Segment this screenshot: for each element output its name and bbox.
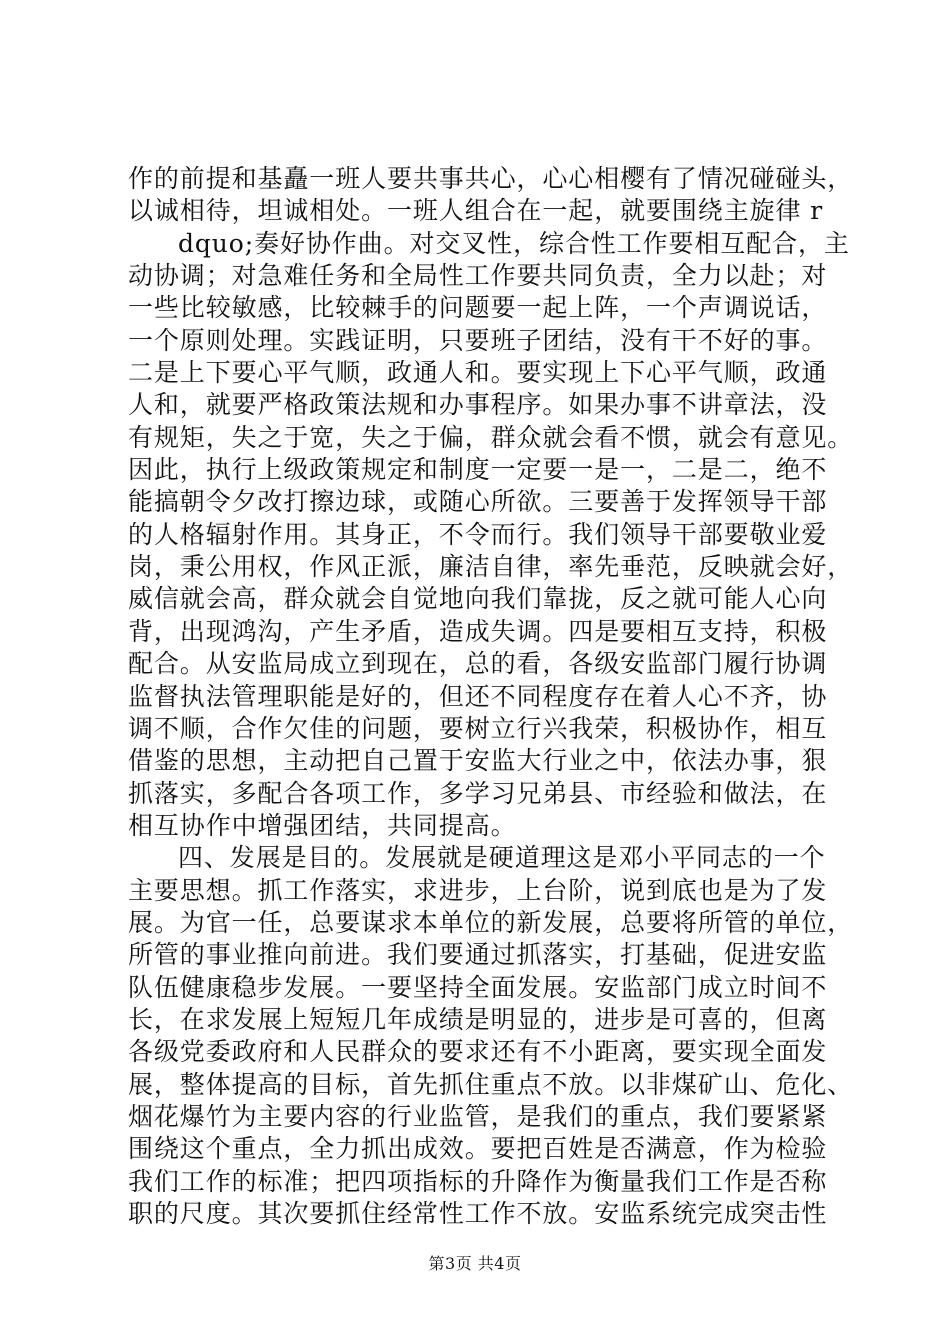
text-line: 展，整体提高的目标，首先抓住重点不放。以非煤矿山、危化、 bbox=[128, 1069, 854, 1099]
text-line: 长，在求发展上短短几年成绩是明显的，进步是可喜的，但离 bbox=[128, 1004, 828, 1034]
text-line: 调不顺，合作欠佳的问题，要树立行兴我荣，积极协作，相互 bbox=[128, 713, 828, 743]
text-line: 借鉴的思想，主动把自己置于安监大行业之中，依法办事，狠 bbox=[128, 746, 828, 776]
document-body bbox=[128, 163, 854, 1230]
text-line: 有规矩，失之于宽，失之于偏，群众就会看不惯，就会有意见。 bbox=[128, 422, 854, 452]
text-line: 威信就会高，群众就会自觉地向我们靠拢，反之就可能人心向 bbox=[128, 584, 828, 614]
text-line: 的人格辐射作用。其身正，不令而行。我们领导干部要敬业爱 bbox=[128, 519, 828, 549]
text-line: 一些比较敏感，比较棘手的问题要一起上阵，一个声调说话， bbox=[128, 293, 828, 323]
text-line: 作的前提和基矗一班人要共事共心，心心相樱有了情况碰碰头， bbox=[128, 164, 854, 193]
text-line: dquo;奏好协作曲。对交叉性，综合性工作要相互配合，主 bbox=[178, 228, 850, 258]
text-line: 主要思想。抓工作落实，求进步，上台阶，说到底也是为了发 bbox=[128, 875, 828, 905]
text-line: 动协调；对急难任务和全局性工作要共同负责，全力以赴；对 bbox=[128, 261, 828, 291]
text-line: 背，出现鸿沟，产生矛盾，造成失调。四是要相互支持，积极 bbox=[128, 616, 828, 646]
text-line: 职的尺度。其次要抓住经常性工作不放。安监系统完成突击性 bbox=[128, 1199, 828, 1228]
text-line: 岗，秉公用权，作风正派，廉洁自律，率先垂范，反映就会好， bbox=[128, 552, 854, 582]
text-line: 监督执法管理职能是好的，但还不同程度存在着人心不齐，协 bbox=[128, 681, 828, 711]
text-line: 抓落实，多配合各项工作，多学习兄弟县、市经验和做法，在 bbox=[128, 778, 828, 808]
text-line: 展。为官一任，总要谋求本单位的新发展，总要将所管的单位， bbox=[128, 907, 854, 937]
text-line: 以诚相待，坦诚相处。一班人组合在一起，就要围绕主旋律 r bbox=[128, 196, 824, 226]
text-line: 因此，执行上级政策规定和制度一定要一是一，二是二，绝不 bbox=[128, 455, 828, 485]
text-line: 队伍健康稳步发展。一要坚持全面发展。安监部门成立时间不 bbox=[128, 972, 828, 1002]
text-line: 二是上下要心平气顺，政通人和。要实现上下心平气顺，政通 bbox=[128, 358, 828, 388]
text-line: 配合。从安监局成立到现在，总的看，各级安监部门履行协调 bbox=[128, 649, 828, 679]
text-line: 四、发展是目的。发展就是硬道理这是邓小平同志的一个 bbox=[178, 843, 826, 873]
text-line: 所管的事业推向前进。我们要通过抓落实，打基础，促进安监 bbox=[128, 940, 828, 970]
text-line: 能搞朝令夕改打擦边球，或随心所欲。三要善于发挥领导干部 bbox=[128, 487, 828, 517]
text-line: 一个原则处理。实践证明，只要班子团结，没有干不好的事。 bbox=[128, 325, 828, 355]
page-footer: 第3页 共4页 bbox=[428, 1254, 522, 1273]
text-line: 人和，就要严格政策法规和办事程序。如果办事不讲章法，没 bbox=[128, 390, 828, 420]
text-line: 烟花爆竹为主要内容的行业监管，是我们的重点，我们要紧紧 bbox=[128, 1101, 828, 1131]
text-line: 我们工作的标准；把四项指标的升降作为衡量我们工作是否称 bbox=[128, 1166, 828, 1196]
text-line: 各级党委政府和人民群众的要求还有不小距离，要实现全面发 bbox=[128, 1037, 828, 1067]
text-line: 围绕这个重点，全力抓出成效。要把百姓是否满意，作为检验 bbox=[128, 1134, 828, 1164]
text-line: 相互协作中增强团结，共同提高。 bbox=[128, 810, 517, 840]
